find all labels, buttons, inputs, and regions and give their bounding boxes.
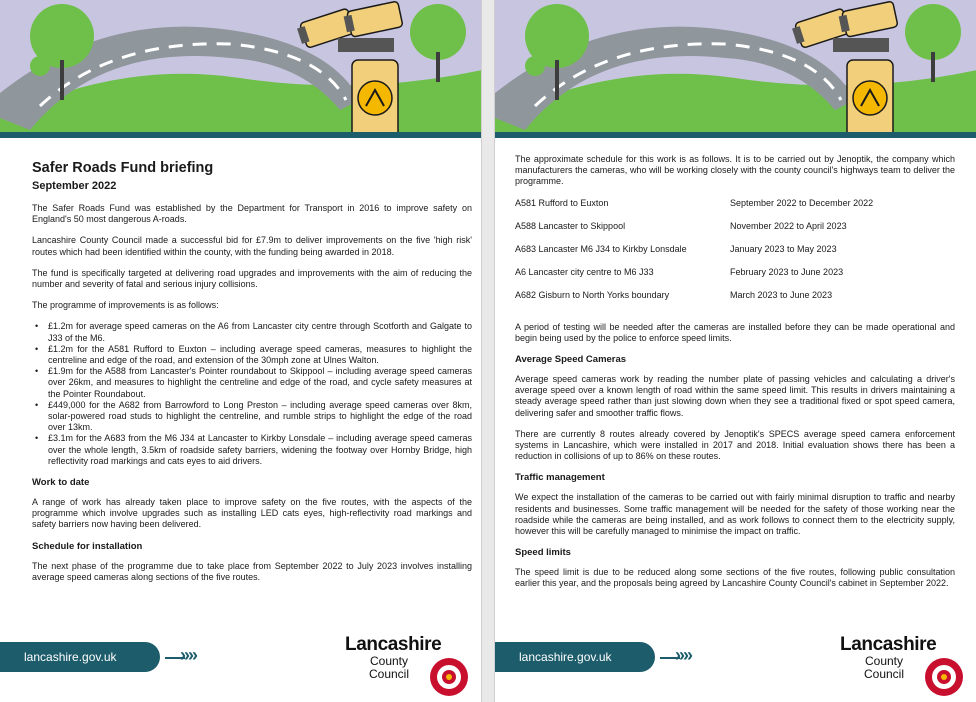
header-rule — [0, 132, 482, 138]
schedule-dates: March 2023 to June 2023 — [730, 290, 833, 301]
logo-county: County — [864, 654, 904, 668]
schedule-dates: February 2023 to June 2023 — [730, 267, 844, 278]
schedule-route: A581 Rufford to Euxton — [515, 197, 609, 208]
installation-schedule-table — [515, 198, 955, 314]
paragraph: A range of work has already taken place to improve safety on the five routes, with the aspects of the programme which involve upgrades such as installing LED cats eyes, high-reflectivity road markings and safety barriers now having been delivered. — [32, 497, 472, 530]
red-rose-icon — [923, 656, 965, 698]
paragraph: The Safer Roads Fund was established by the Department for Transport in 2016 to improve safety on England's 50 most dangerous A-roads. — [32, 203, 472, 225]
section-heading-schedule: Schedule for installation — [32, 540, 143, 552]
section-heading-average-speed-cameras: Average Speed Cameras — [515, 354, 627, 366]
paragraph: A period of testing will be needed after the cameras are installed before they can be made operational and begin being used by the police to enforce speed limits. — [515, 321, 955, 343]
schedule-dates: September 2022 to December 2022 — [730, 197, 874, 208]
logo-name: Lancashire — [345, 634, 442, 655]
logo-name: Lancashire — [840, 634, 937, 655]
paragraph: Lancashire County Council made a successful bid for £7.9m to deliver improvements on the five 'high risk' routes which had been identified within the county, with the funding being awarded in 2018. — [32, 235, 472, 257]
list-item: • £3.1m for the A683 from the M6 J34 at Lancaster to Kirkby Lonsdale – including average speed cameras over the whole length, 3.5km of roadside safety barriers, widening the footway over Hornby Bridge, high reflectivity road markings and cats eyes to aid drivers. — [32, 433, 472, 467]
page-footer — [495, 626, 976, 702]
list-item: • £1.9m for the A588 from Lancaster's Pointer roundabout to Skippool – including average speed cameras over 26km, and measures to highlight the centreline and edge of the road, and cycle safety measures at the Pointer Roundabout. — [32, 366, 472, 400]
schedule-route: A682 Gisburn to North Yorks boundary — [515, 290, 670, 301]
table-row — [515, 290, 955, 313]
table-row — [515, 221, 955, 244]
logo-county: County — [369, 654, 409, 668]
list-item: • £1.2m for the A581 Rufford to Euxton – including average speed cameras, measures to highlight the centreline and edge of the road, and extension of the 30mph zone at Ulnes Walton. — [32, 344, 472, 366]
chevron-arrows-icon: ›››› — [660, 656, 780, 660]
red-rose-icon — [428, 656, 470, 698]
section-heading-speed-limits: Speed limits — [515, 547, 571, 559]
header-rule — [495, 132, 976, 138]
paragraph: Average speed cameras work by reading the number plate of passing vehicles and calculating a driver's average speed over a known length of road within the same speed limit. This results in drivers maintaining a steady average speed rather than just slowing down when they see a traditional fixed or spot speed camera, delivering safer and smoother traffic flows. — [515, 374, 955, 418]
logo-council: Council — [863, 667, 905, 681]
paragraph: We expect the installation of the cameras to be carried out with fairly minimal disruption to traffic and nearby residents and businesses. Some traffic management will be needed for the safety of those working near the roadside while the cameras are being installed, and as work follows to connect them to the electricity supply, however this will be carefully managed to minimise the impact on traffic. — [515, 492, 955, 537]
road-camera-illustration — [0, 0, 482, 138]
header-illustration — [0, 0, 482, 138]
document-date: September 2022 — [32, 180, 117, 192]
schedule-route: A6 Lancaster city centre to M6 J33 — [515, 267, 654, 278]
briefing-text-left — [32, 160, 472, 593]
schedule-dates: November 2022 to April 2023 — [730, 220, 847, 231]
header-illustration — [495, 0, 976, 138]
table-row — [515, 267, 955, 290]
table-row — [515, 244, 955, 267]
paragraph: The speed limit is due to be reduced along some sections of the five routes, following public consultation earlier this year, and the proposals being agreed by Lancashire County Council's cabinet in September 2022. — [515, 567, 955, 589]
page-footer — [0, 626, 482, 702]
lancashire-logo — [345, 634, 480, 698]
website-link[interactable]: lancashire.gov.uk — [495, 642, 655, 672]
paragraph: There are currently 8 routes already covered by Jenoptik's SPECS average speed camera enforcement systems in Lancashire, which were installed in 2017 and 2018. Initial evaluation shows there has been a reduction in collisions of up to 86% on these routes. — [515, 428, 955, 462]
paragraph: The next phase of the programme due to take place from September 2022 to July 2023 involves installing average speed cameras along sections of the five routes. — [32, 560, 472, 582]
lancashire-logo — [840, 634, 975, 698]
logo-council: Council — [368, 667, 410, 681]
paragraph: The approximate schedule for this work is as follows. It is to be carried out by Jenoptik, the company which manufacturers the cameras, who will be working closely with the county council's highways team to deliver the programme. — [515, 154, 955, 187]
page-gutter — [482, 0, 494, 702]
section-heading-traffic-management: Traffic management — [515, 472, 605, 484]
chevron-arrows-icon: ›››› — [165, 656, 285, 660]
list-item: • £449,000 for the A682 from Barrowford to Long Preston – including average speed cameras over 8km, solar-powered road studs to highlight the centreline, and rumble strips to highlight the edge of the road over 13km. — [32, 400, 472, 434]
document-page-right — [494, 0, 976, 702]
list-item: • £1.2m for average speed cameras on the A6 from Lancaster city centre through Scotforth and Galgate to J33 of the M6. — [32, 321, 472, 343]
paragraph: The programme of improvements is as follows: — [32, 300, 219, 311]
document-page-left — [0, 0, 482, 702]
section-heading-work-to-date: Work to date — [32, 477, 90, 489]
briefing-text-right — [515, 154, 955, 600]
improvements-list — [32, 321, 472, 467]
paragraph: The fund is specifically targeted at delivering road upgrades and improvements with the aim of reducing the number and severity of fatal and serious injury collisions. — [32, 267, 472, 290]
table-row — [515, 198, 955, 221]
road-camera-illustration — [495, 0, 976, 138]
document-title: Safer Roads Fund briefing — [32, 160, 214, 176]
schedule-route: A588 Lancaster to Skippool — [515, 220, 626, 231]
schedule-dates: January 2023 to May 2023 — [730, 244, 837, 255]
schedule-route: A683 Lancaster M6 J34 to Kirkby Lonsdale — [515, 244, 687, 255]
website-link[interactable]: lancashire.gov.uk — [0, 642, 160, 672]
